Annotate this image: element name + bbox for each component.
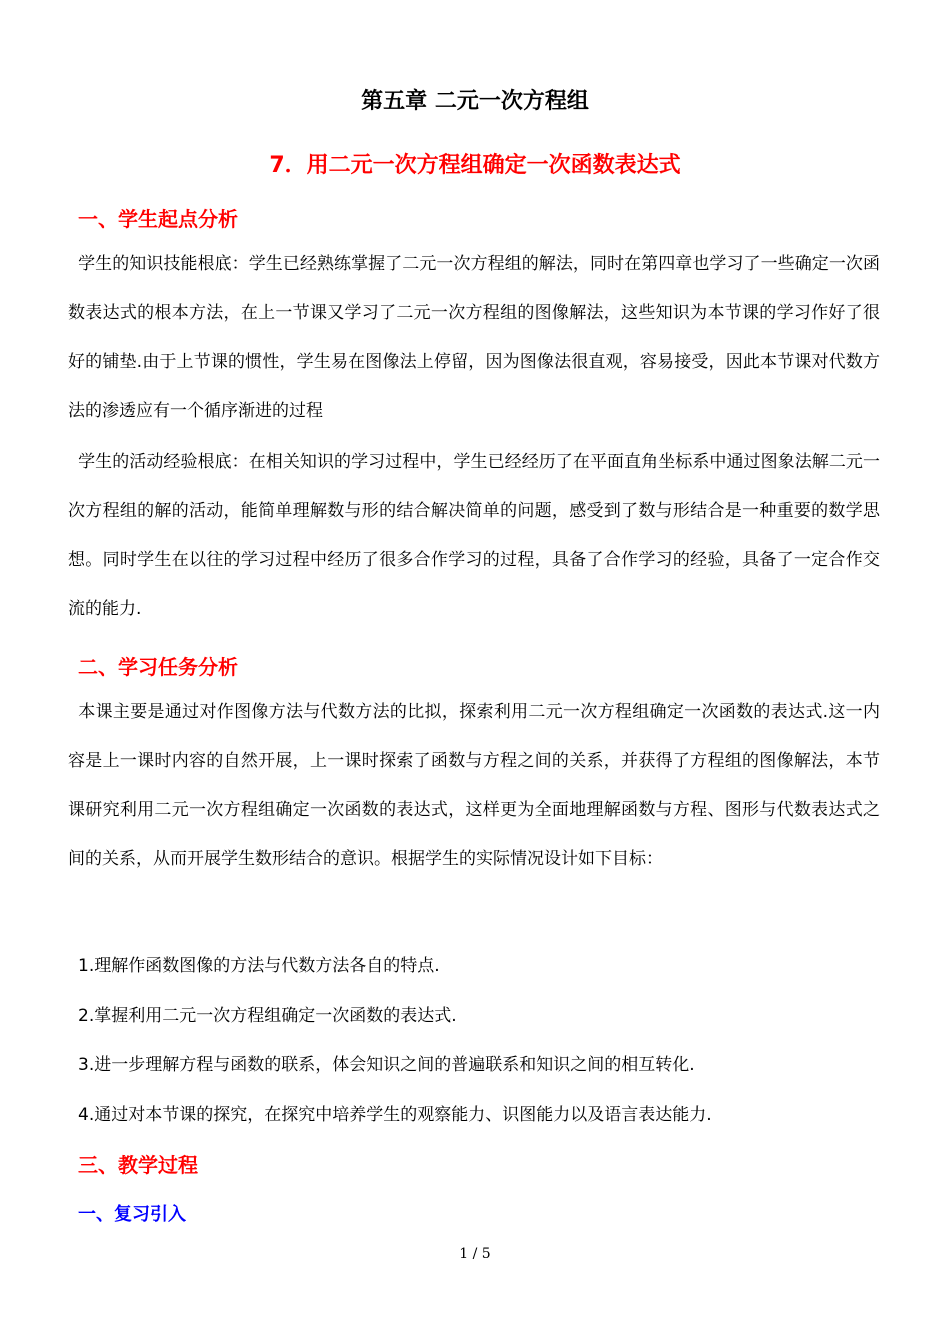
section-heading-student-analysis: 一、学生起点分析 [78, 207, 238, 231]
lesson-title: 7．用二元一次方程组确定一次函数表达式 [269, 153, 681, 178]
paragraph-text: 学生的知识技能根底：学生已经熟练掌握了二元一次方程组的解法，同时在第四章也学习了一些确定一次函数表达式的根本方法，在上一节课又学习了二元一次方程组的图像解法，这些知识为本节课的学习作好了很好的铺垫.由于上节课的惯性，学生易在图像法上停留，因为图像法很直观，容易接受，因此本节课对代数方法的渗透应有一个循序渐进的过程 [68, 254, 880, 421]
paragraph-knowledge-basis [68, 240, 880, 436]
section-heading-teaching-process: 三、教学过程 [78, 1153, 198, 1177]
chapter-title: 第五章 二元一次方程组 [361, 89, 589, 114]
page-number: 1 / 5 [459, 1246, 491, 1262]
goal-item: 3.进一步理解方程与函数的联系，体会知识之间的普遍联系和知识之间的相互转化. [78, 1055, 695, 1075]
goal-item: 1.理解作函数图像的方法与代数方法各自的特点. [78, 956, 440, 976]
goal-item: 2.掌握利用二元一次方程组确定一次函数的表达式. [78, 1006, 457, 1026]
paragraph-text: 本课主要是通过对作图像方法与代数方法的比拟，探索利用二元一次方程组确定一次函数的表达式.这一内容是上一课时内容的自然开展，上一课时探索了函数与方程之间的关系，并获得了方程组的图像解法，本节课研究利用二元一次方程组确定一次函数的表达式，这样更为全面地理解函数与方程、图形与代数表达式之间的关系，从而开展学生数形结合的意识。根据学生的实际情况设计如下目标： [68, 702, 880, 869]
paragraph-task-analysis [68, 688, 880, 884]
section-heading-task-analysis: 二、学习任务分析 [78, 655, 238, 679]
subsection-heading-review: 一、复习引入 [78, 1204, 186, 1225]
paragraph-text: 学生的活动经验根底：在相关知识的学习过程中，学生已经经历了在平面直角坐标系中通过图象法解二元一次方程组的解的活动，能简单理解数与形的结合解决简单的问题，感受到了数与形结合是一种重要的数学思想。同时学生在以往的学习过程中经历了很多合作学习的过程，具备了合作学习的经验，具备了一定合作交流的能力. [68, 452, 880, 619]
paragraph-activity-basis [68, 438, 880, 634]
goal-item: 4.通过对本节课的探究，在探究中培养学生的观察能力、识图能力以及语言表达能力. [78, 1105, 712, 1125]
